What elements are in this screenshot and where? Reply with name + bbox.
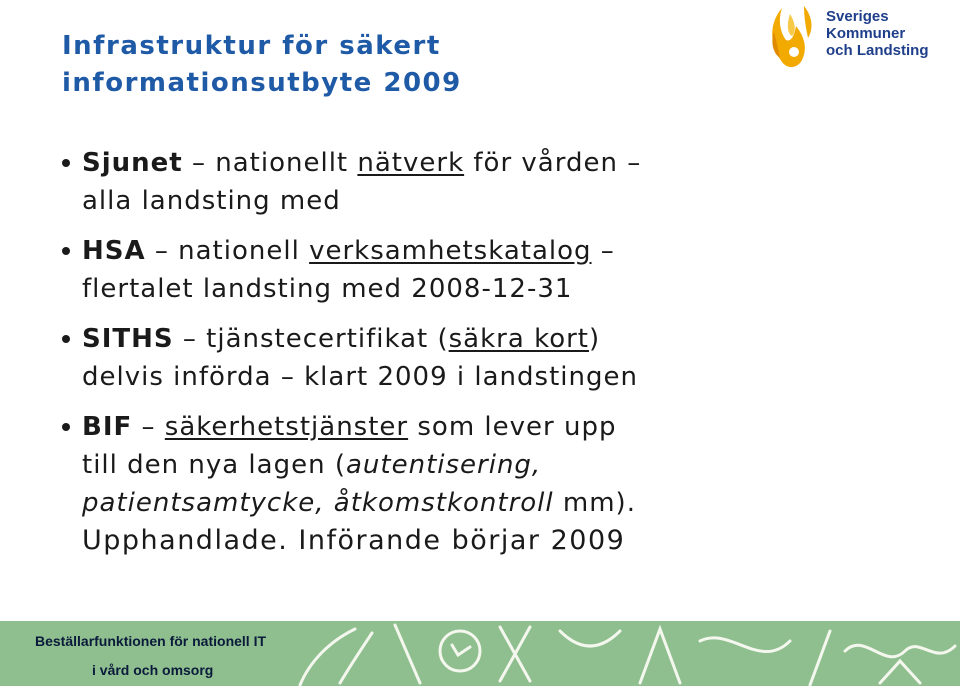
footer-banner: [0, 621, 960, 686]
bullet-text: för vården –: [464, 148, 642, 178]
logo-line-3: och Landsting: [826, 42, 929, 59]
bullet-list: [62, 144, 742, 572]
footer-text: [35, 627, 266, 685]
link-natverk[interactable]: nätverk: [357, 148, 465, 178]
bullet-italic: autentisering,: [345, 450, 542, 480]
bullet-bif: [62, 408, 742, 560]
bullet-line-2: alla landsting med: [82, 186, 341, 216]
bullet-text: nationellt: [215, 148, 358, 178]
footer-line-1: Beställarfunktionen för nationell IT: [35, 633, 267, 649]
bullet-text: tjänstecertifikat (: [206, 324, 449, 354]
bullet-dot-icon: [62, 247, 70, 255]
bullet-line-2: delvis införda – klart 2009 i landstingen: [82, 362, 638, 392]
logo-line-2: Kommuner: [826, 25, 906, 42]
bullet-line-2: till den nya lagen (: [82, 450, 346, 480]
bullet-line-2: flertalet landsting med 2008-12-31: [82, 274, 573, 304]
bullet-line-4: Upphandlade. Införande börjar 2009: [82, 525, 626, 556]
slide-title: [62, 28, 702, 102]
bullet-siths: [62, 320, 742, 396]
bullet-text: –: [591, 236, 615, 266]
footer-line-2: i vård och omsorg: [92, 662, 214, 678]
bullet-hsa: [62, 232, 742, 308]
bullet-text: mm).: [553, 488, 636, 518]
logo-line-1: Sveriges: [826, 8, 889, 25]
link-verksamhetskatalog[interactable]: verksamhetskatalog: [309, 236, 592, 266]
bullet-dot-icon: [62, 423, 70, 431]
bullet-sjunet: [62, 144, 742, 220]
bullet-italic: patientsamtycke, åtkomstkontroll: [82, 488, 554, 518]
bullet-dash: –: [145, 236, 179, 266]
bullet-text: ): [588, 324, 601, 354]
bullet-lead: HSA: [82, 236, 146, 266]
bullet-lead: BIF: [82, 412, 133, 442]
bullet-dot-icon: [62, 159, 70, 167]
logo-wordmark: [826, 8, 929, 59]
bullet-text: som lever upp: [408, 412, 617, 442]
bullet-dash: –: [132, 412, 165, 442]
bullet-dot-icon: [62, 335, 70, 343]
bullet-dash: –: [173, 324, 207, 354]
link-sakerhetstjanster[interactable]: säkerhetstjänster: [164, 412, 409, 442]
link-sakra-kort[interactable]: säkra kort: [448, 324, 589, 354]
bullet-text: nationell: [178, 236, 310, 266]
title-line-2: informationsutbyte 2009: [62, 68, 462, 98]
bullet-dash: –: [182, 148, 216, 178]
bullet-lead: Sjunet: [82, 148, 183, 178]
bullet-lead: SITHS: [82, 324, 174, 354]
title-line-1: Infrastruktur för säkert: [62, 31, 441, 61]
